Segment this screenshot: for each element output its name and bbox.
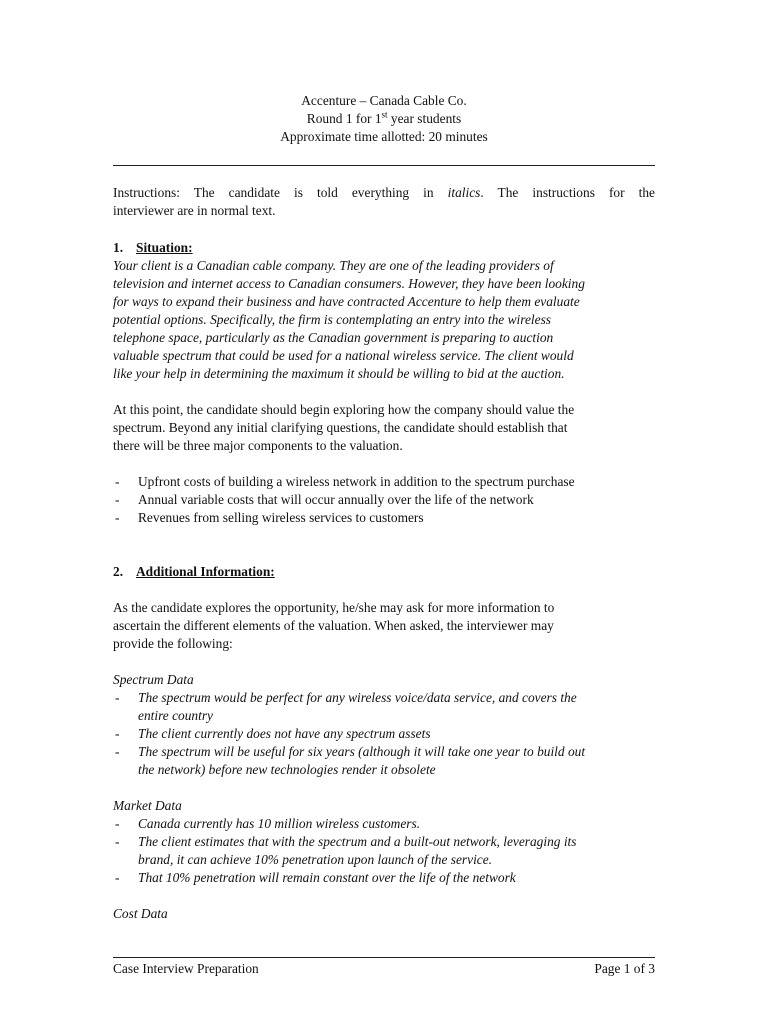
round-line: Round 1 for 1st year students	[306, 109, 462, 126]
document-page	[113, 92, 655, 146]
list-item: - The spectrum would be perfect for any wireless voice/data service, and covers the entire country	[115, 690, 577, 723]
footer-divider	[113, 957, 655, 958]
document-header	[113, 92, 655, 146]
section-1-heading: 1. Situation:	[113, 240, 193, 255]
cost-data-label: Cost Data	[113, 906, 168, 921]
list-item: - Upfront costs of building a wireless network in addition to the spectrum purchase	[115, 474, 575, 489]
spectrum-data-list	[113, 689, 655, 779]
time-allotted: Approximate time allotted: 20 minutes	[280, 129, 488, 144]
list-item: - Annual variable costs that will occur annually over the life of the network	[115, 492, 534, 507]
spectrum-data-label: Spectrum Data	[113, 672, 194, 687]
list-item: - Revenues from selling wireless services to customers	[115, 510, 424, 525]
section-2-heading: 2. Additional Information:	[113, 564, 275, 579]
document-body	[113, 184, 655, 923]
list-item: - The client currently does not have any spectrum assets	[115, 726, 431, 741]
candidate-exploration-text: At this point, the candidate should begin exploring how the company should value the spectrum. Beyond any initial clarifying questions, the candidate should establish that there will be three major components to the valuation.	[113, 402, 575, 453]
instructions-line-2: interviewer are in normal text.	[113, 203, 276, 218]
additional-info-intro: As the candidate explores the opportunity, he/she may ask for more information to ascertain the different elements of the valuation. When asked, the interviewer may provide the following:	[113, 600, 555, 651]
header-divider	[113, 165, 655, 166]
list-item: - The client estimates that with the spectrum and a built-out network, leveraging its brand, it can achieve 10% penetration upon launch of the service.	[115, 834, 577, 867]
market-data-label: Market Data	[113, 798, 182, 813]
situation-text: Your client is a Canadian cable company. They are one of the leading providers of television and internet access to Canadian consumers. However, they have been looking for ways to expand their business and have contracted Accenture to help them evaluate potential options. Specifically, the firm is contemplating an entry into the wireless telephone space, particularly as the Canadian government is preparing to auction valuable spectrum that could be used for a national wireless service. The client would like your help in determining the maximum it should be willing to bid at the auction.	[113, 258, 585, 381]
footer-title: Case Interview Preparation	[113, 961, 259, 976]
valuation-components-list	[113, 473, 655, 527]
page-footer	[113, 960, 655, 978]
document-title: Accenture – Canada Cable Co.	[301, 93, 467, 108]
list-item: - That 10% penetration will remain constant over the life of the network	[115, 870, 516, 885]
list-item: - The spectrum will be useful for six years (although it will take one year to build out the network) before new technologies render it obsolete	[115, 744, 586, 777]
page-number: Page 1 of 3	[594, 961, 655, 976]
market-data-list	[113, 815, 655, 887]
instructions-line-1: Instructions: The candidate is told everything in italics. The instructions for the	[113, 185, 655, 200]
list-item: - Canada currently has 10 million wireless customers.	[115, 816, 421, 831]
